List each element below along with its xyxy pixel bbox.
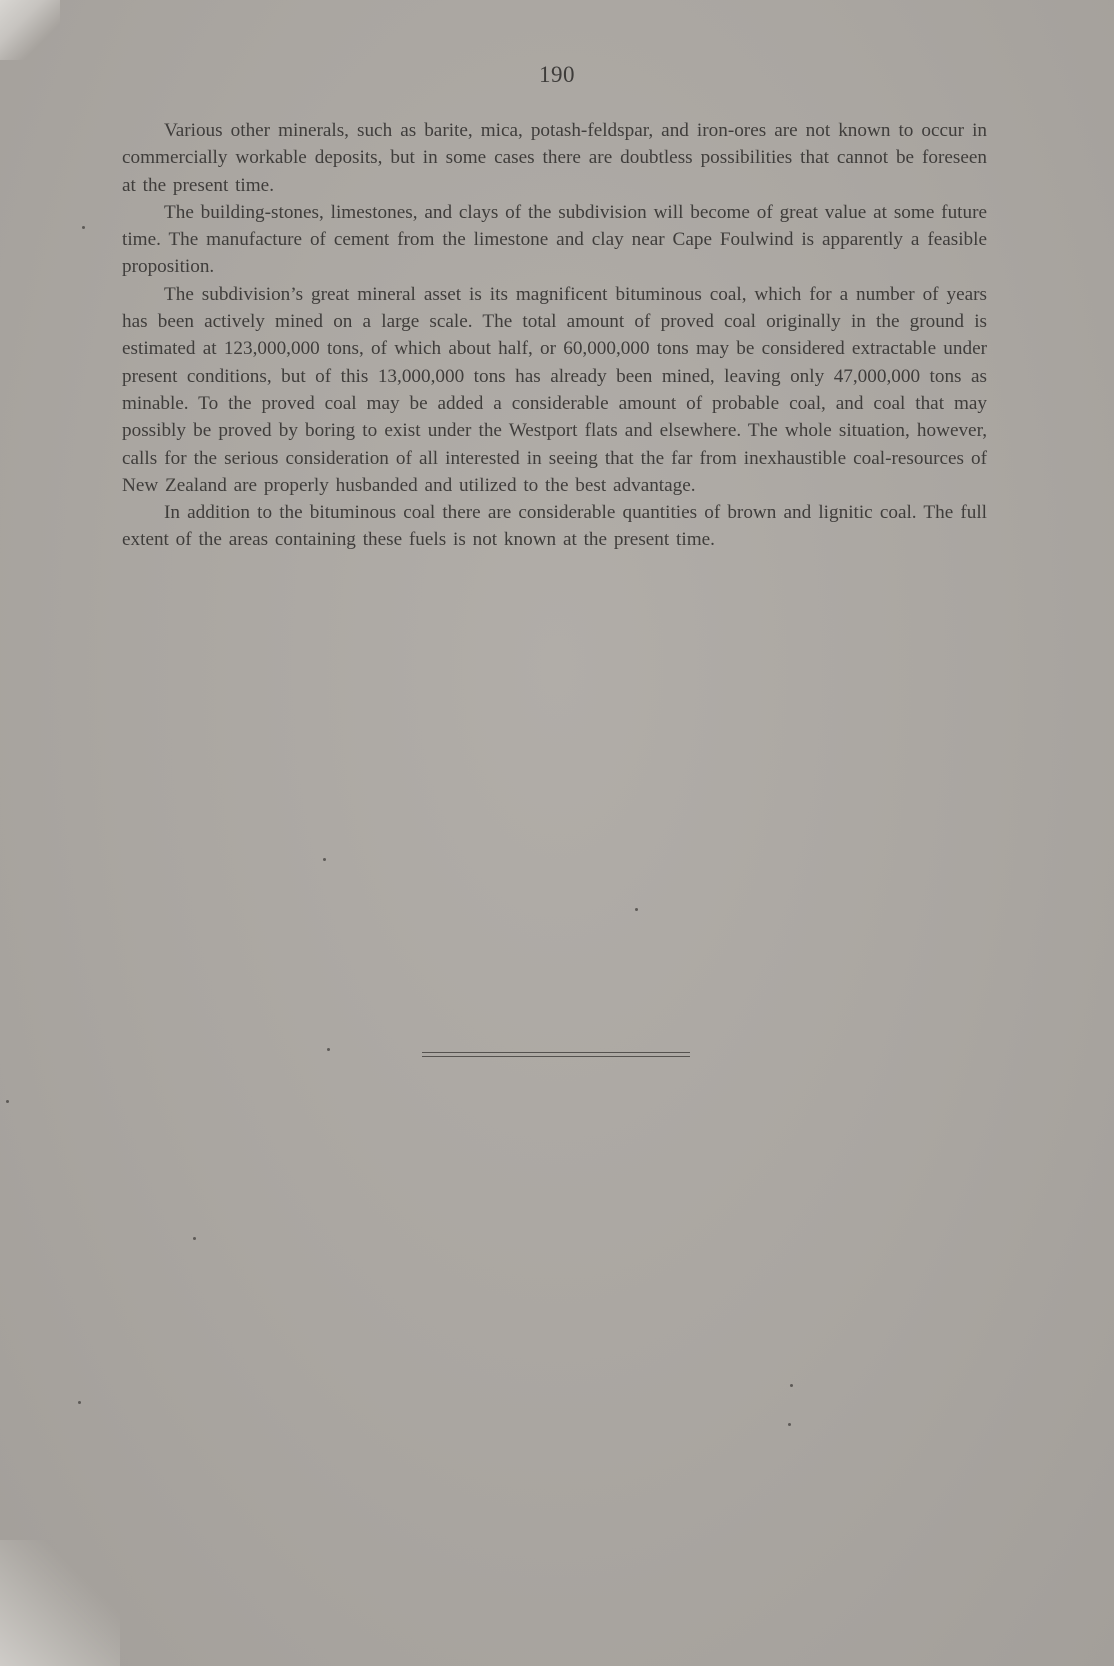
paper-speck <box>788 1423 791 1426</box>
paper-speck <box>323 858 326 861</box>
paper-corner-bottom-left <box>0 1540 120 1666</box>
body-text <box>122 117 987 554</box>
paper-corner-top-left <box>0 0 60 60</box>
paragraph-other-minerals: Various other minerals, such as barite, mica, potash-feldspar, and iron-ores are not known to occur in commercially workable deposits, but in some cases there are doubtless possibilities that cannot be foreseen at the present time. <box>122 120 987 196</box>
section-divider <box>422 1052 690 1057</box>
paragraph-building-stones: The building-stones, limestones, and clays of the subdivision will become of great value at some future time. The manufacture of cement from the limestone and clay near Cape Foulwind is apparently a feasible proposition. <box>122 201 987 278</box>
paper-speck <box>790 1384 793 1387</box>
paper-speck <box>78 1401 81 1404</box>
paper-speck <box>82 226 85 229</box>
paper-speck <box>6 1100 9 1103</box>
page-number: 190 <box>539 62 575 87</box>
paper-speck <box>327 1048 330 1051</box>
paragraph-bituminous-coal: The subdivision’s great mineral asset is its magnificent bituminous coal, which for a number of years has been actively mined on a large scale. The total amount of proved coal originally in the ground is estimated at 123,000,000 tons, of which about half, or 60,000,000 tons may be considered extractable under present conditions, but of this 13,000,000 tons has already been mined, leaving only 47,000,000 tons as minable. To the proved coal may be added a considerable amount of probable coal, and coal that may possibly be proved by boring to exist under the Westport flats and elsewhere. The whole situation, however, calls for the serious consideration of all interested in seeing that the far from inexhaustible coal-resources of New Zealand are properly husbanded and utilized to the best advantage. <box>122 283 987 496</box>
paper-speck <box>635 908 638 911</box>
paragraph-brown-coal: In addition to the bituminous coal there are considerable quantities of brown and lignitic coal. The full extent of the areas containing these fuels is not known at the present time. <box>122 502 987 551</box>
paper-speck <box>193 1237 196 1240</box>
